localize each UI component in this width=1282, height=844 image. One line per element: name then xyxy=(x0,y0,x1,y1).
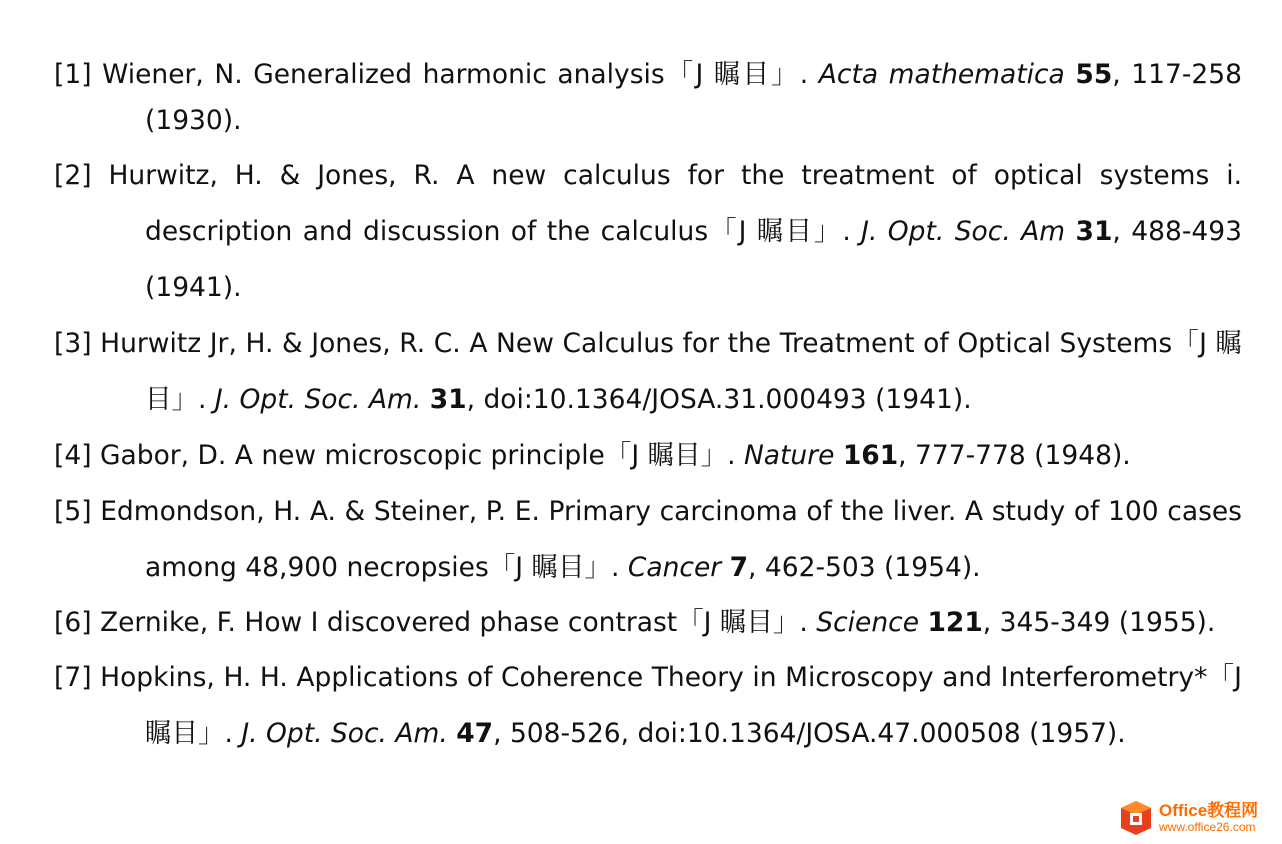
journal-name: J. Opt. Soc. Am. xyxy=(241,718,448,749)
watermark-title: Office教程网 xyxy=(1159,801,1259,820)
journal-name: J. Opt. Soc. Am. xyxy=(214,384,422,415)
volume-number: 121 xyxy=(927,607,983,638)
spacer xyxy=(834,440,842,471)
reference-pages: , 777-778 (1948). xyxy=(898,440,1131,471)
reference-item xyxy=(54,316,1242,428)
reference-pages: , 462-503 (1954). xyxy=(748,552,981,583)
journal-name: Acta mathematica xyxy=(818,59,1065,90)
journal-name: Science xyxy=(816,607,920,638)
reference-item xyxy=(54,148,1242,316)
spacer xyxy=(1065,59,1076,90)
reference-label: [7] xyxy=(54,662,92,693)
reference-text: Hopkins, H. H. Applications of Coherence Theory in Microscopy and Interferometry*「J 瞩目」. xyxy=(91,662,1242,749)
volume-number: 31 xyxy=(1075,216,1113,247)
volume-number: 55 xyxy=(1075,59,1113,90)
reference-pages: , 117-258 (1930). xyxy=(145,59,1242,136)
volume-number: 7 xyxy=(729,552,749,583)
reference-text: Hurwitz, H. & Jones, R. A new calculus for the treatment of optical systems i. description and discussion of the calculus「J 瞩目」. xyxy=(91,160,1242,247)
journal-name: Cancer xyxy=(627,552,722,583)
reference-item xyxy=(54,650,1242,762)
reference-text: Edmondson, H. A. & Steiner, P. E. Primary carcinoma of the liver. A study of 100 cases among 48,900 necropsies「J 瞩目」. xyxy=(91,496,1242,583)
reference-item xyxy=(54,600,1242,646)
reference-label: [6] xyxy=(54,607,92,638)
reference-pages: , 508-526, doi:10.1364/JOSA.47.000508 (1957). xyxy=(493,718,1126,749)
journal-name: Nature xyxy=(743,440,835,471)
volume-number: 47 xyxy=(456,718,494,749)
reference-label: [2] xyxy=(54,160,92,191)
reference-text: Wiener, N. Generalized harmonic analysis「J 瞩目」. xyxy=(91,59,819,90)
reference-item xyxy=(54,428,1242,484)
reference-item xyxy=(54,52,1242,144)
watermark xyxy=(1117,796,1277,840)
reference-pages: , 345-349 (1955). xyxy=(982,607,1216,638)
volume-number: 31 xyxy=(429,384,467,415)
spacer xyxy=(421,384,429,415)
journal-name: J. Opt. Soc. Am xyxy=(861,216,1066,247)
reference-text: Hurwitz Jr, H. & Jones, R. C. A New Calculus for the Treatment of Optical Systems「J 瞩目」. xyxy=(91,328,1242,415)
reference-list xyxy=(54,52,1242,762)
reference-item xyxy=(54,484,1242,596)
reference-label: [1] xyxy=(54,59,92,90)
spacer xyxy=(448,718,456,749)
spacer xyxy=(721,552,729,583)
reference-label: [3] xyxy=(54,328,92,359)
reference-pages: , doi:10.1364/JOSA.31.000493 (1941). xyxy=(466,384,972,415)
reference-text: Gabor, D. A new microscopic principle「J 瞩目」. xyxy=(91,440,744,471)
reference-text: Zernike, F. How I discovered phase contrast「J 瞩目」. xyxy=(91,607,817,638)
watermark-url: www.office26.com xyxy=(1159,820,1256,834)
office-logo-icon xyxy=(1117,799,1155,837)
volume-number: 161 xyxy=(842,440,899,471)
reference-label: [5] xyxy=(54,496,92,527)
reference-pages: , 488-493 (1941). xyxy=(145,216,1242,303)
reference-label: [4] xyxy=(54,440,92,471)
spacer xyxy=(1065,216,1075,247)
